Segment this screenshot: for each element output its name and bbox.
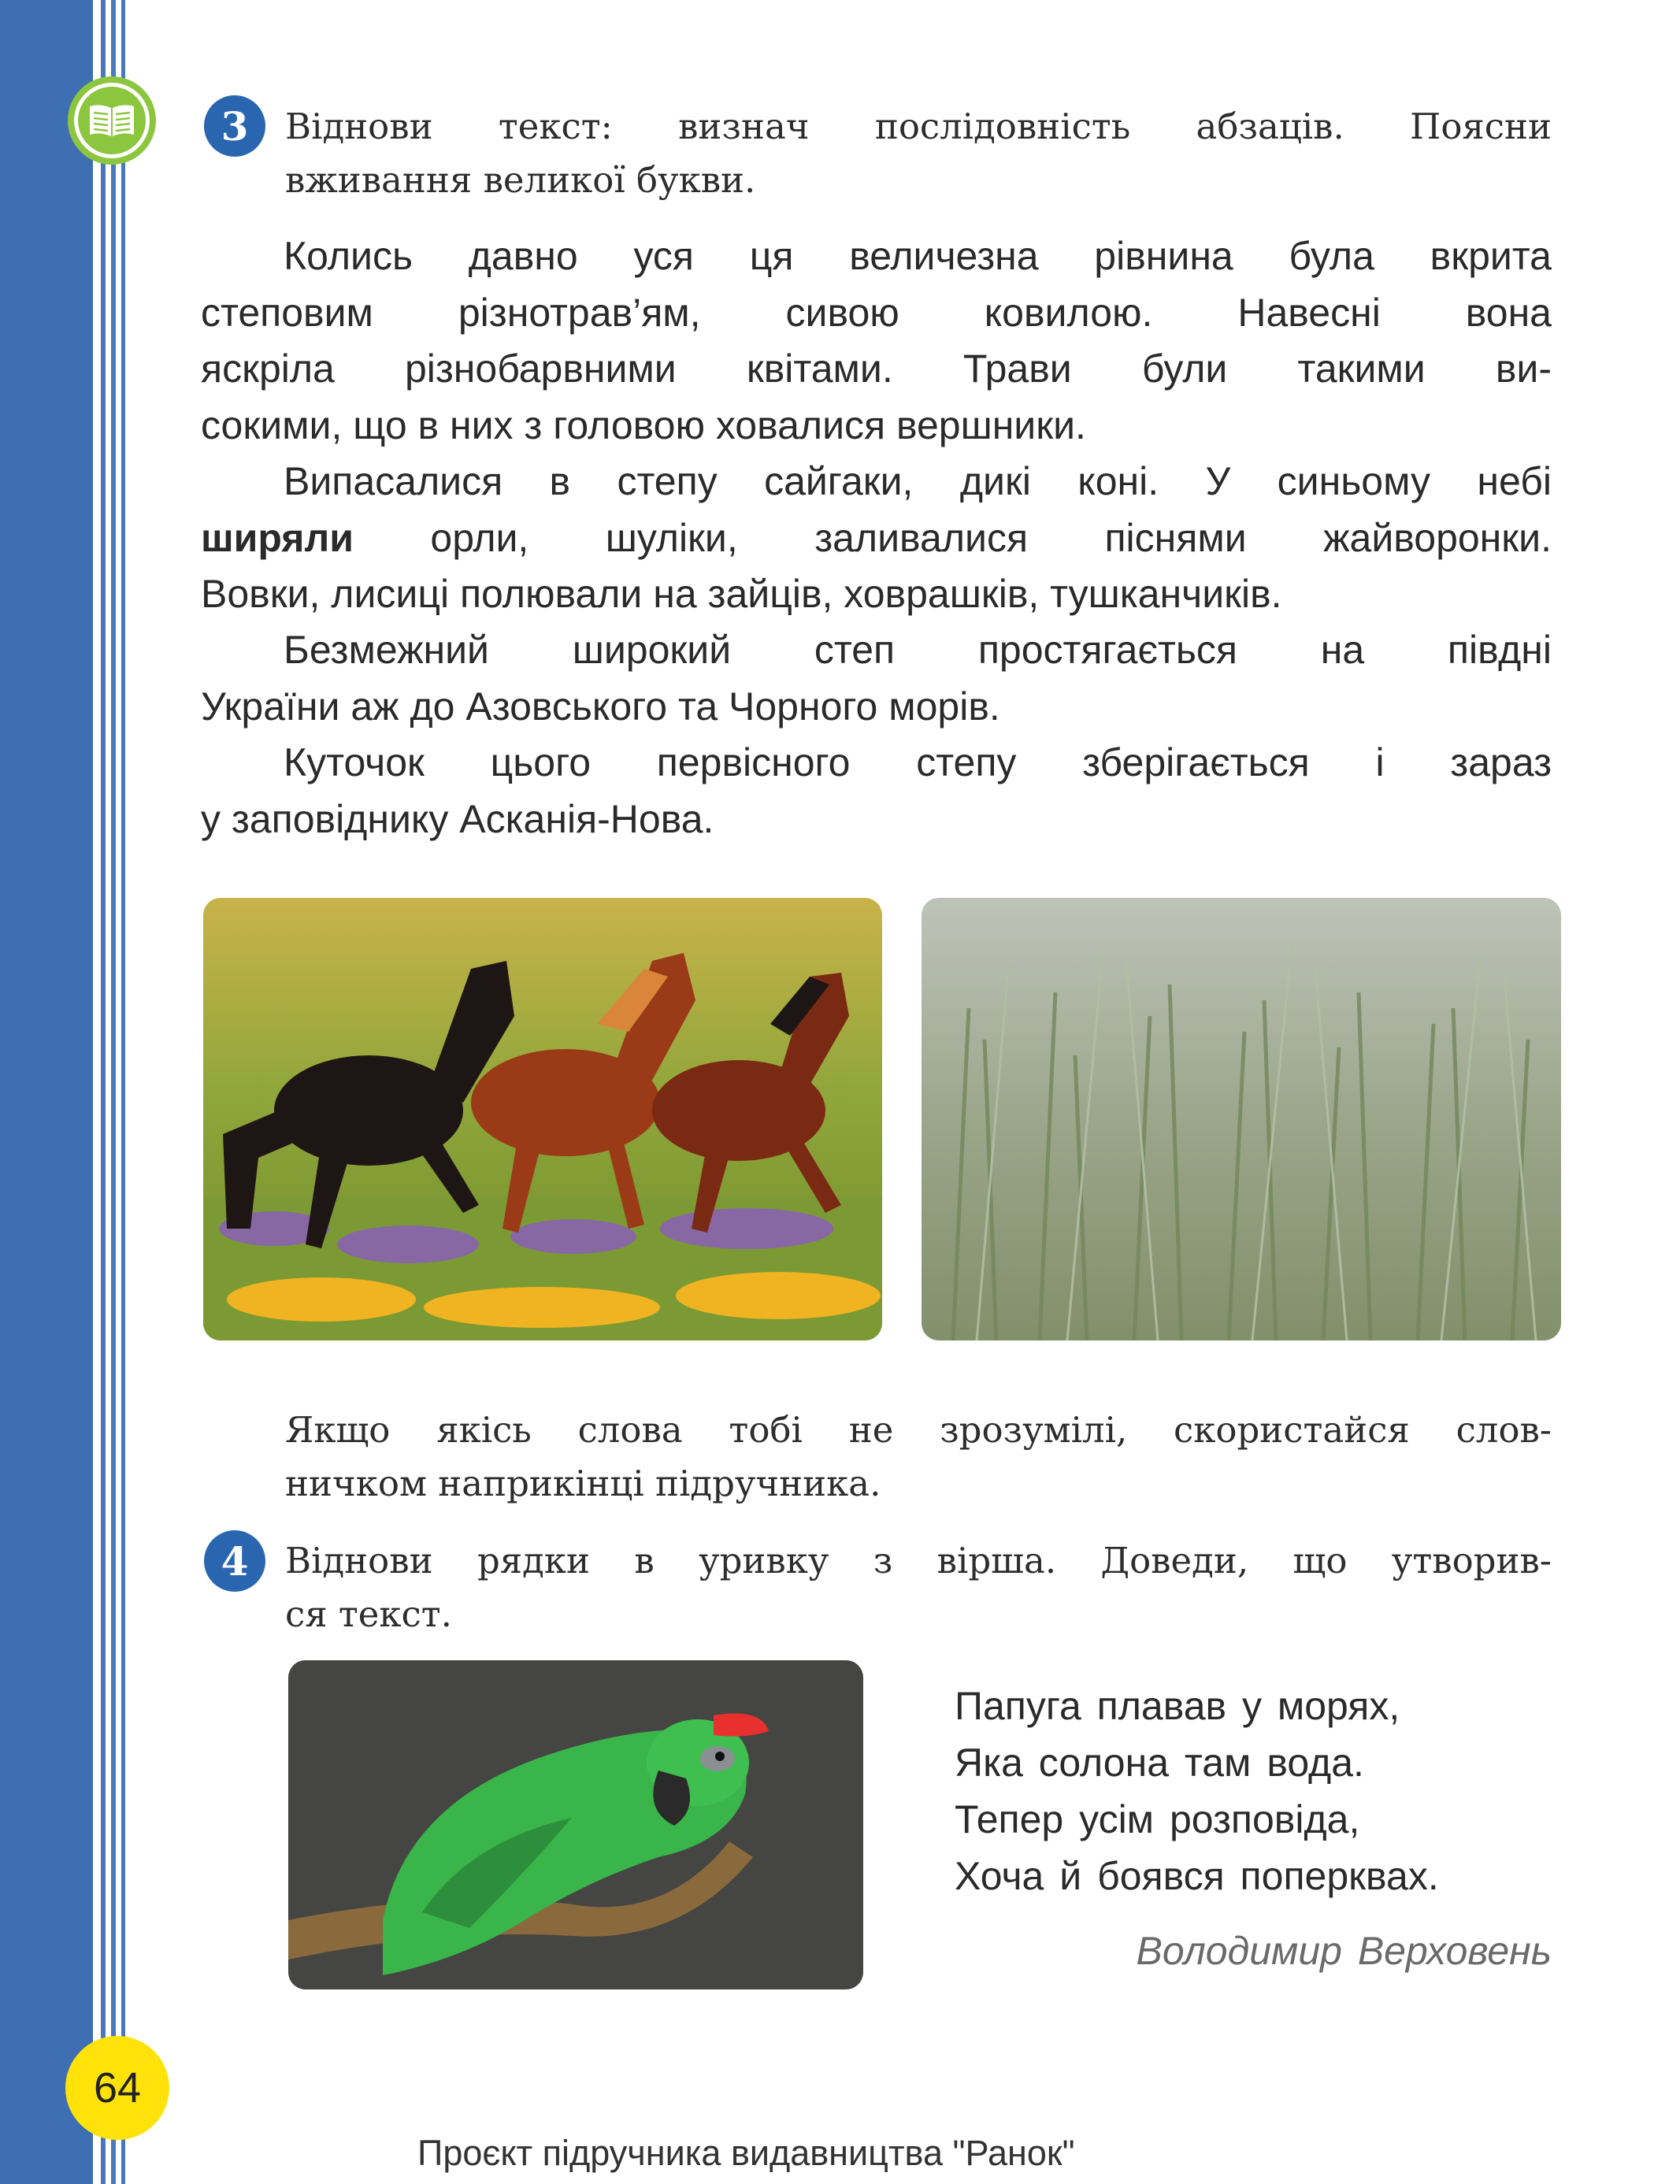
text-line: Куточок цього первісного степу зберігається і зараз	[284, 740, 1552, 784]
dictionary-note	[285, 1403, 1552, 1511]
text-line: Колись давно уся ця величезна рівнина була вкрита	[284, 234, 1552, 278]
open-book-icon	[87, 103, 136, 138]
band-stripe	[106, 0, 111, 2184]
text-line	[201, 510, 1552, 567]
parrot-photo	[288, 1660, 863, 1989]
reading-badge	[68, 76, 156, 165]
left-band	[0, 0, 93, 2184]
horses-photo	[203, 898, 882, 1340]
page-number: 64	[65, 2036, 169, 2140]
bold-word: ширяли	[201, 515, 354, 560]
task-4-line: Віднови рядки в уривку з вірша. Доведи, що утворив-	[285, 1540, 1552, 1581]
text-line: Випасалися в степу сайгаки, дикі коні. У синьому небі	[284, 459, 1552, 503]
text-line: України аж до Азовського та Чорного морів.	[201, 684, 1000, 729]
note-line: ничком наприкінці підручника.	[285, 1463, 881, 1504]
paragraph-3	[201, 622, 1552, 735]
task-4-instruction	[285, 1534, 1552, 1641]
task-3-line: вживання великої букви.	[285, 159, 756, 201]
poem-line: Хоча й боявся поперквах.	[955, 1854, 1439, 1898]
text-line: яскріла різнобарвними квітами. Трави були такими ви-	[201, 347, 1552, 391]
task-3-line: Віднови текст: визнач послідовність абзаців. Поясни	[285, 106, 1552, 147]
text-line: у заповіднику Асканія-Нова.	[201, 796, 714, 841]
text-line: Вовки, лисиці полювали на зайців, ховрашків, тушканчиків.	[201, 572, 1282, 616]
publisher-footer: Проєкт підручника видавництва "Ранок"	[417, 2133, 1075, 2173]
paragraph-2	[201, 454, 1552, 623]
task-4-line: ся текст.	[285, 1593, 452, 1635]
band-stripe	[116, 0, 121, 2184]
poem-line: Яка солона там вода.	[955, 1741, 1364, 1785]
poem-author: Володимир Верховень	[1136, 1929, 1552, 1973]
task-3-instruction	[285, 100, 1552, 207]
poem	[955, 1678, 1439, 1904]
band-stripe	[121, 0, 125, 2184]
task-4-badge: 4	[204, 1530, 265, 1592]
steppe-grass-photo	[922, 898, 1561, 1340]
paragraph-4	[201, 735, 1552, 847]
text-line: Безмежний широкий степ простягається на півдні	[284, 628, 1552, 672]
paragraph-1	[201, 228, 1552, 454]
poem-line: Тепер усім розповіда,	[955, 1797, 1360, 1841]
text-line: сокими, що в них з головою ховалися вершники.	[201, 402, 1086, 447]
text-line-rest: орли, шуліки, заливалися піснями жайворонки.	[353, 515, 1552, 560]
poem-line: Папуга плавав у морях,	[955, 1684, 1400, 1728]
text-line: степовим різнотрав’ям, сивою ковилою. Навесні вона	[201, 290, 1552, 335]
task-3-badge: 3	[204, 95, 265, 157]
note-line: Якщо якісь слова тобі не зрозумілі, скористайся слов-	[285, 1409, 1552, 1451]
band-stripe	[93, 0, 101, 2184]
